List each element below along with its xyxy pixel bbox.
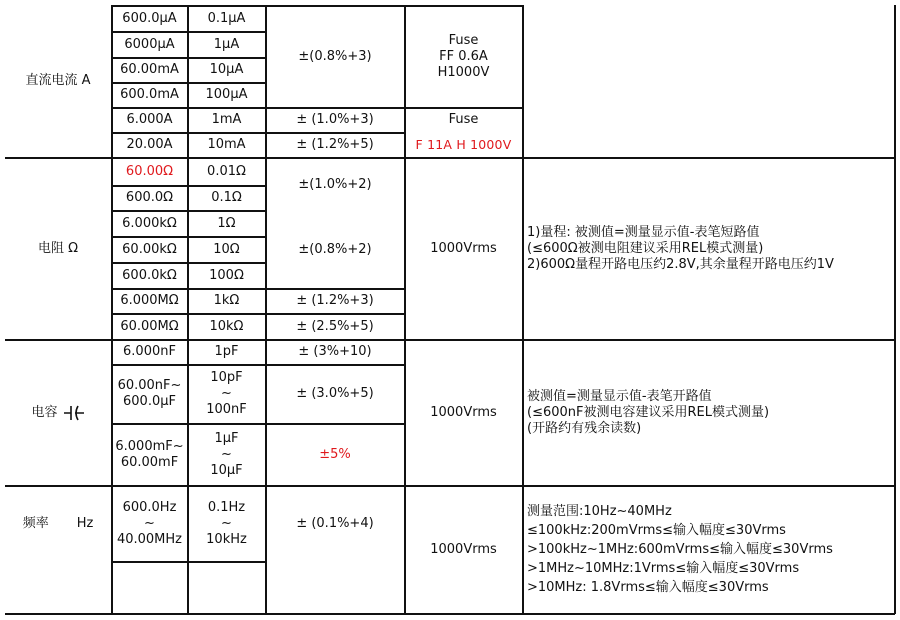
- range-cell: [112, 424, 187, 485]
- resolution-line: 10μF: [210, 462, 243, 478]
- resolution-cell: [188, 365, 265, 423]
- fuse-large-rating: F 11A H 1000V: [415, 137, 512, 152]
- fuse-small-cell: [405, 6, 522, 107]
- range-cell: 60.00Ω: [125, 163, 174, 179]
- range-cell: 600.0kΩ: [122, 267, 177, 283]
- note-line: 被测值=测量显示值-表笔开路值: [527, 388, 712, 404]
- resolution-cell: 10Ω: [213, 241, 240, 257]
- range-line: 600.0μF: [123, 394, 176, 409]
- range-cell: 6.000nF: [123, 344, 176, 359]
- resolution-line: 1μF: [214, 430, 239, 446]
- resolution-line: ~: [221, 446, 232, 462]
- range-cell: 600.0μA: [122, 10, 177, 26]
- resolution-cell: 100Ω: [209, 267, 244, 283]
- fuse-text: Fuse: [448, 32, 479, 48]
- range-cell: 6.000kΩ: [122, 215, 177, 231]
- fuse-text: H1000V: [437, 64, 490, 80]
- resolution-line: 100nF: [206, 402, 247, 417]
- note-line: >10MHz: 1.8Vrms≤输入幅度≤30Vrms: [527, 580, 769, 595]
- accuracy-cell: ±5%: [319, 446, 351, 462]
- resolution-cell: [188, 424, 265, 485]
- note-line: 1)量程: 被测值=测量显示值-表笔短路值: [527, 224, 760, 240]
- range-cell: 6.000A: [126, 112, 173, 127]
- range-cell: 60.00mA: [120, 62, 179, 77]
- range-cell: 600.0Ω: [125, 190, 174, 205]
- accuracy-cell: ±(0.8%+3): [298, 48, 372, 64]
- resolution-cell: 10mA: [207, 137, 246, 152]
- range-line: 6.000mF~: [115, 438, 184, 454]
- resistance-label: 电阻 Ω: [37, 240, 79, 256]
- resolution-cell: 1Ω: [217, 215, 236, 231]
- range-cell: 6.000MΩ: [120, 293, 179, 308]
- resolution-cell: 100μA: [205, 87, 248, 102]
- notes-cell: [523, 158, 893, 339]
- capacitance-label: 电容: [31, 404, 58, 420]
- resolution-cell: 0.1μA: [207, 10, 246, 26]
- resolution-cell: 0.01Ω: [207, 163, 246, 179]
- range-cell: 600.0mA: [120, 87, 179, 102]
- accuracy-cell: ±(0.8%+2): [298, 242, 372, 257]
- frequency-label: 频率: [22, 516, 49, 531]
- resolution-line: 10kHz: [206, 531, 247, 547]
- resolution-cell: 1pF: [214, 344, 239, 359]
- note-line: ≤100kHz:200mVrms≤输入幅度≤30Vrms: [527, 523, 786, 538]
- right-border: [894, 5, 896, 614]
- note-line: 测量范围:10Hz~40MHz: [527, 504, 672, 519]
- note-line: (≤600nF被测电容建议采用REL模式测量): [527, 404, 770, 420]
- accuracy-cell: ± (1.2%+5): [296, 137, 374, 152]
- resolution-cell: 10μA: [209, 62, 244, 77]
- notes-cell: [523, 340, 893, 485]
- resolution-line: 10pF: [210, 370, 243, 385]
- accuracy-cell: ± (0.1%+4): [296, 515, 374, 531]
- note-line: >1MHz~10MHz:1Vrms≤输入幅度≤30Vrms: [527, 561, 800, 576]
- accuracy-cell: ± (1.2%+3): [296, 293, 374, 308]
- resolution-cell: 1μA: [213, 36, 240, 52]
- capacitance-label-cell: [5, 340, 111, 485]
- resolution-cell: 1kΩ: [213, 293, 240, 308]
- note-line: 2)600Ω量程开路电压约2.8V,其余量程开路电压约1V: [527, 256, 834, 272]
- protection-cell: 1000Vrms: [430, 240, 497, 256]
- capacitor-icon: [63, 404, 85, 422]
- resolution-line: ~: [221, 515, 232, 531]
- range-line: 60.00nF~: [117, 378, 182, 393]
- range-cell: 20.00A: [126, 137, 173, 152]
- accuracy-cell: ± (3%+10): [298, 344, 372, 359]
- resolution-cell: 0.1Ω: [211, 190, 242, 205]
- resolution-cell: [188, 486, 265, 561]
- frequency-label-cell: [5, 486, 111, 562]
- notes-cell: [523, 486, 893, 613]
- range-cell: [112, 486, 187, 561]
- note-line: (≤600Ω被测电阻建议采用REL模式测量): [527, 240, 764, 256]
- accuracy-cell: ±(1.0%+2): [298, 177, 372, 192]
- note-line: (开路约有残余读数): [527, 420, 642, 436]
- protection-cell: 1000Vrms: [430, 541, 497, 557]
- accuracy-cell: ± (1.0%+3): [296, 112, 374, 127]
- resolution-line: ~: [221, 386, 232, 401]
- range-cell: 60.00MΩ: [120, 318, 179, 334]
- range-line: 60.00mF: [120, 454, 179, 470]
- accuracy-cell: ± (2.5%+5): [296, 318, 374, 334]
- resolution-cell: 1mA: [211, 112, 242, 127]
- note-line: >100kHz~1MHz:600mVrms≤输入幅度≤30Vrms: [527, 542, 833, 557]
- frequency-unit: Hz: [76, 516, 94, 531]
- range-line: ~: [144, 515, 155, 531]
- fuse-text: FF 0.6A: [439, 48, 488, 64]
- range-cell: 60.00kΩ: [122, 241, 177, 257]
- range-cell: [112, 365, 187, 423]
- protection-cell: 1000Vrms: [430, 404, 497, 420]
- range-cell: 6000μA: [124, 36, 175, 52]
- table-bottom-border: [5, 613, 895, 615]
- resolution-cell: 10kΩ: [209, 318, 244, 334]
- resolution-line: 0.1Hz: [207, 499, 246, 515]
- range-line: 600.0Hz: [122, 499, 177, 515]
- dc-current-label: 直流电流 A: [25, 73, 91, 88]
- range-line: 40.00MHz: [116, 531, 183, 547]
- accuracy-cell: ± (3.0%+5): [296, 386, 374, 401]
- fuse-large-title: Fuse: [448, 112, 479, 127]
